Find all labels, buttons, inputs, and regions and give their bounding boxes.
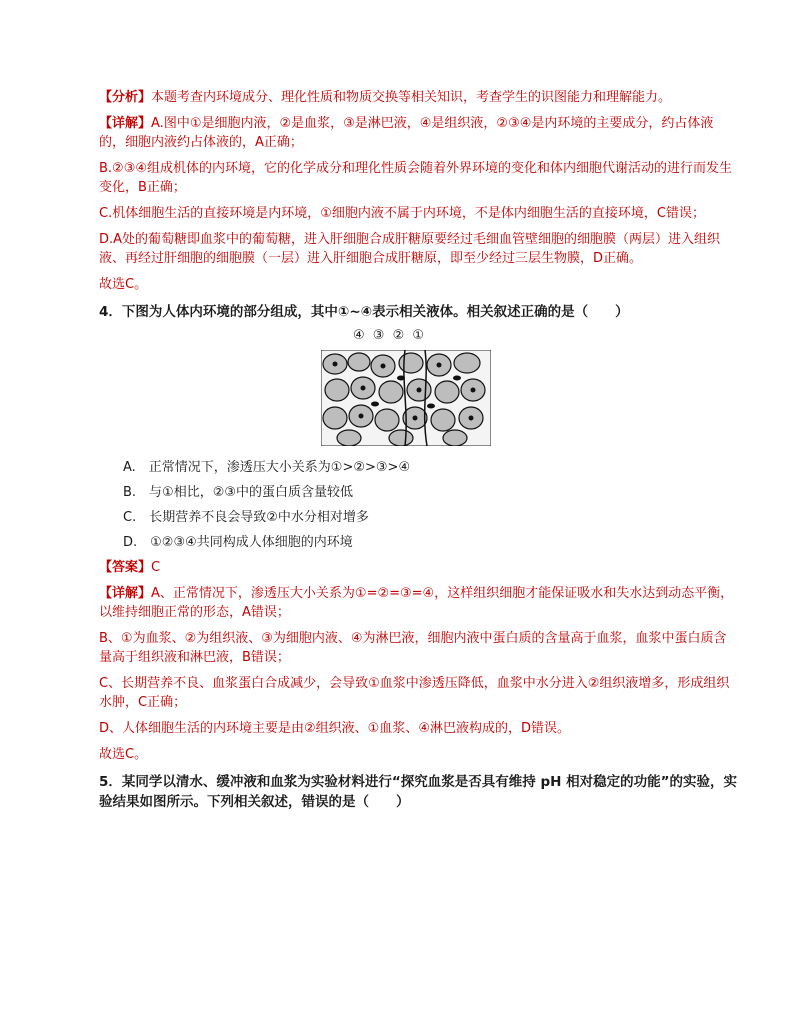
q4-option-d: D. ①②③④共同构成人体细胞的内环境 <box>123 535 353 550</box>
q4-detail-c: C、长期营养不良、血浆蛋白合成减少，会导致①血浆中渗透压降低，血浆中水分进入②组织液增多，形成组织水肿，C正确； <box>99 676 730 710</box>
q4-option-c: C. 长期营养不良会导致②中水分相对增多 <box>123 510 369 525</box>
document-page <box>99 88 739 818</box>
q3-detail-d: D.A处的葡萄糖即血浆中的葡萄糖，进入肝细胞合成肝糖原要经过毛细血管壁细胞的细胞膜（两层）进入组织液、再经过肝细胞的细胞膜（一层）进入肝细胞合成肝糖原，即至少经过三层生物膜，D正确。 <box>99 232 721 266</box>
q3-detail-b: B.②③④组成机体的内环境，它的化学成分和理化性质会随着外界环境的变化和体内细胞代谢活动的进行而发生变化，B正确； <box>99 161 733 195</box>
tissue-figure <box>321 328 501 448</box>
answer-tag: 【答案】 <box>99 560 152 575</box>
q4-option-b: B. 与①相比，②③中的蛋白质含量较低 <box>123 485 354 500</box>
q3-analysis <box>99 88 739 107</box>
analysis-text: 本题考查内环境成分、理化性质和物质交换等相关知识，考查学生的识图能力和理解能力。 <box>151 90 672 105</box>
analysis-tag: 【分析】 <box>99 90 152 105</box>
q3-choose: 故选C。 <box>99 277 148 292</box>
answer-value: C <box>151 560 161 575</box>
q4-option-a: A. 正常情况下，渗透压大小关系为①>②>③>④ <box>123 460 411 475</box>
detail-tag: 【详解】 <box>99 116 152 131</box>
q4-detail-d: D、人体细胞生活的内环境主要是由②组织液、①血浆、④淋巴液构成的，D错误。 <box>99 721 570 736</box>
q4-detail-b: B、①为血浆、②为组织液、③为细胞内液、④为淋巴液，细胞内液中蛋白质的含量高于血浆，血浆中蛋白质含量高于组织液和淋巴液，B错误； <box>99 631 727 665</box>
q3-detail-a <box>99 114 739 152</box>
q4-stem: 4．下图为人体内环境的部分组成，其中①~④表示相关液体。相关叙述正确的是（ ） <box>99 304 629 320</box>
figure-labels: ④ ③ ② ① <box>353 328 427 343</box>
q4-answer <box>99 558 739 577</box>
q4-choose: 故选C。 <box>99 747 148 762</box>
detail-a-text: A、正常情况下，渗透压大小关系为①=②=③=④，这样组织细胞才能保证吸水和失水达到动态平衡，以维持细胞正常的形态，A错误； <box>99 586 734 620</box>
q4-detail-a <box>99 584 739 622</box>
tissue-cells-illustration <box>321 350 491 446</box>
detail-a-text: A.图中①是细胞内液，②是血浆，③是淋巴液，④是组织液，②③④是内环境的主要成分，约占体液的，细胞内液约占体液的，A正确； <box>99 116 714 150</box>
q3-detail-c: C.机体细胞生活的直接环境是内环境，①细胞内液不属于内环境，不是体内细胞生活的直接环境，C错误； <box>99 206 705 221</box>
q5-stem: 5．某同学以清水、缓冲液和血浆为实验材料进行“探究血浆是否具有维持 pH 相对稳定的功能”的实验，实验结果如图所示。下列相关叙述，错误的是（ ） <box>99 774 737 810</box>
detail-tag: 【详解】 <box>99 586 152 601</box>
